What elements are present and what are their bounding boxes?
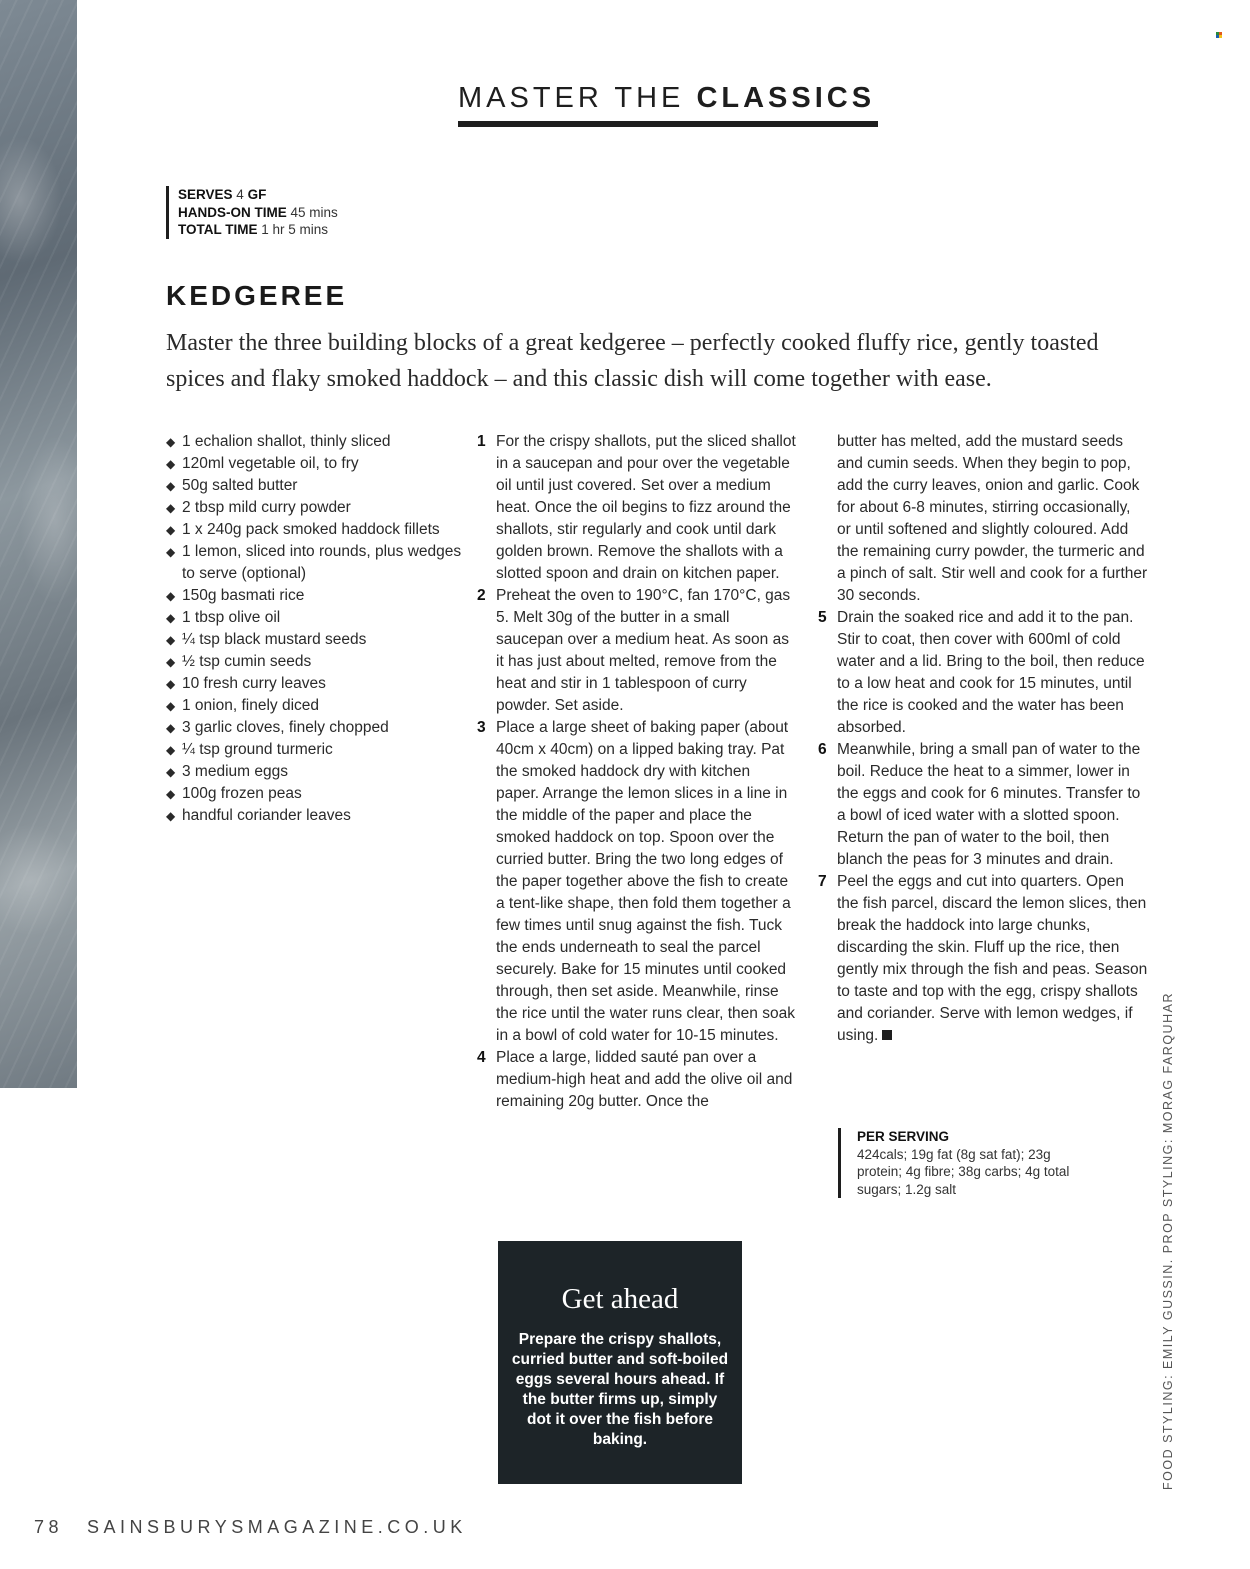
ingredient-item: ◆ 1 onion, finely diced <box>166 695 466 717</box>
ingredient-item: ◆ 50g salted butter <box>166 475 466 497</box>
step-text: For the crispy shallots, put the sliced shallot in a saucepan and pour over the vegetable oil until just covered. Set over a medium heat. Once the oil begins to fizz around the shallots, stir regularly and cook until dark golden brown. Remove the shallots with a slotted spoon and drain on kitchen paper. <box>496 433 796 582</box>
step-text: Place a large, lidded sauté pan over a medium-high heat and add the olive oil and remaining 20g butter. Once the <box>496 1049 793 1110</box>
diamond-bullet-icon: ◆ <box>166 479 176 493</box>
recipe-intro: Master the three building blocks of a great kedgeree – perfectly cooked fluffy rice, gently toasted spices and flaky smoked haddock – and this classic dish will come together with ease. <box>166 330 1099 392</box>
diamond-bullet-icon: ◆ <box>166 633 176 647</box>
photo-credits: FOOD STYLING: EMILY GUSSIN. PROP STYLING: MORAG FARQUHAR <box>1161 992 1175 1490</box>
ingredient-item: ◆ 10 fresh curry leaves <box>166 673 466 695</box>
page-footer <box>34 1517 467 1538</box>
header-bold-text: CLASSICS <box>696 82 876 114</box>
ingredient-list <box>166 431 466 827</box>
end-mark-icon <box>882 1030 892 1040</box>
diamond-bullet-icon: ◆ <box>166 787 176 801</box>
method-step <box>818 871 1148 1047</box>
diamond-bullet-icon: ◆ <box>166 699 176 713</box>
recipe-meta <box>166 186 338 239</box>
method-step <box>477 431 797 585</box>
ingredient-item: ◆ handful coriander leaves <box>166 805 466 827</box>
step-text: Drain the soaked rice and add it to the pan. Stir to coat, then cover with 600ml of cold water and a lid. Bring to the boil, then reduce to a low heat and cook for 15 minutes, until the rice is cooked and the water has been absorbed. <box>837 609 1145 736</box>
ingredient-item: ◆ 150g basmati rice <box>166 585 466 607</box>
method-column-1 <box>477 431 797 1113</box>
diamond-bullet-icon: ◆ <box>166 743 176 757</box>
ingredient-item: ◆ ¼ tsp ground turmeric <box>166 739 466 761</box>
get-ahead-body: Prepare the crispy shallots, curried butter and soft-boiled eggs several hours ahead. If the butter firms up, simply dot it over the fish before baking. <box>511 1331 729 1448</box>
ingredient-item: ◆ 2 tbsp mild curry powder <box>166 497 466 519</box>
ingredient-item: ◆ 1 lemon, sliced into rounds, plus wedges to serve (optional) <box>166 543 462 582</box>
ingredient-item: ◆ 1 x 240g pack smoked haddock fillets <box>166 519 466 541</box>
method-step <box>818 739 1148 871</box>
diamond-bullet-icon: ◆ <box>166 435 176 449</box>
ingredient-item: ◆ 3 garlic cloves, finely chopped <box>166 717 466 739</box>
method-step-continued <box>818 431 1148 607</box>
ingredient-item: ◆ ½ tsp cumin seeds <box>166 651 466 673</box>
diamond-bullet-icon: ◆ <box>166 765 176 779</box>
meta-serves: SERVES 4 GF <box>178 187 267 202</box>
step-number: 1 <box>477 433 486 450</box>
step-number: 4 <box>477 1049 486 1066</box>
method-step <box>818 607 1148 739</box>
diamond-bullet-icon: ◆ <box>166 523 176 537</box>
method-column-2 <box>818 431 1148 1047</box>
diamond-bullet-icon: ◆ <box>166 545 176 559</box>
ingredient-item: ◆ 3 medium eggs <box>166 761 466 783</box>
step-number: 2 <box>477 587 486 604</box>
method-step <box>477 717 797 1047</box>
header-light-text: MASTER THE <box>458 82 697 114</box>
ingredient-item: ◆ 100g frozen peas <box>166 783 466 805</box>
recipe-title: KEDGEREE <box>166 280 348 311</box>
ingredient-item: ◆ 120ml vegetable oil, to fry <box>166 453 466 475</box>
method-step <box>477 585 797 717</box>
step-text: butter has melted, add the mustard seeds and cumin seeds. When they begin to pop, add the curry leaves, onion and garlic. Cook for about 6-8 minutes, stirring occasionally, or until softened and slightly coloured. Add the remaining curry powder, the turmeric and a pinch of salt. Stir well and cook for a further 30 seconds. <box>837 433 1148 604</box>
page-number: 78 <box>34 1517 64 1537</box>
footer-site-link[interactable]: SAINSBURYSMAGAZINE.CO.UK <box>87 1517 467 1537</box>
diamond-bullet-icon: ◆ <box>166 677 176 691</box>
marble-texture-strip <box>0 0 77 1088</box>
meta-hands-on: HANDS-ON TIME 45 mins <box>178 204 338 220</box>
diamond-bullet-icon: ◆ <box>166 809 176 823</box>
get-ahead-panel <box>498 1241 742 1484</box>
diamond-bullet-icon: ◆ <box>166 721 176 735</box>
diamond-bullet-icon: ◆ <box>166 457 176 471</box>
nutrition-heading: PER SERVING <box>857 1129 950 1144</box>
diamond-bullet-icon: ◆ <box>166 611 176 625</box>
step-text: Meanwhile, bring a small pan of water to the boil. Reduce the heat to a simmer, lower in the eggs and cook for 6 minutes. Transfer to a bowl of iced water with a slotted spoon. Return the pan of water to the boil, then blanch the peas for 3 minutes and drain. <box>837 741 1141 868</box>
ingredient-item: ◆ 1 echalion shallot, thinly sliced <box>166 431 466 453</box>
method-step <box>477 1047 797 1113</box>
diamond-bullet-icon: ◆ <box>166 655 176 669</box>
step-number: 6 <box>818 741 827 758</box>
step-number: 5 <box>818 609 827 626</box>
get-ahead-title: Get ahead <box>561 1283 679 1315</box>
header-underline <box>458 121 878 127</box>
diamond-bullet-icon: ◆ <box>166 589 176 603</box>
ingredient-item: ◆ 1 tbsp olive oil <box>166 607 466 629</box>
step-text: Preheat the oven to 190°C, fan 170°C, gas 5. Melt 30g of the butter in a small saucepan over a medium heat. As soon as it has just about melted, remove from the heat and stir in 1 tablespoon of curry powder. Set aside. <box>496 587 791 714</box>
step-number: 7 <box>818 873 827 890</box>
section-header <box>458 82 878 115</box>
nutrition-text: 424cals; 19g fat (8g sat fat); 23g protein; 4g fibre; 38g carbs; 4g total sugars; 1.2g salt <box>857 1146 1070 1197</box>
step-text: Place a large sheet of baking paper (about 40cm x 40cm) on a lipped baking tray. Pat the smoked haddock dry with kitchen paper. Arrange the lemon slices in a line in the middle of the paper and place the smoked haddock on top. Spoon over the curried butter. Bring the two long edges of the paper together above the fish to create a tent-like shape, then fold them together a few times until snug against the fish. Tuck the ends underneath to seal the parcel securely. Bake for 15 minutes until cooked through, then set aside. Meanwhile, rinse the rice until the water runs clear, then soak in a bowl of cold water for 10-15 minutes. <box>496 719 795 1044</box>
step-text: Peel the eggs and cut into quarters. Open the fish parcel, discard the lemon slices, then break the haddock into large chunks, discarding the skin. Fluff up the rice, then gently mix through the fish and peas. Season to taste and top with the egg, crispy shallots and coriander. Serve with lemon wedges, if using. <box>837 873 1148 1044</box>
meta-total: TOTAL TIME 1 hr 5 mins <box>178 222 329 237</box>
brand-mark-icon <box>1216 32 1224 38</box>
ingredient-item: ◆ ¼ tsp black mustard seeds <box>166 629 466 651</box>
step-number: 3 <box>477 719 486 736</box>
diamond-bullet-icon: ◆ <box>166 501 176 515</box>
nutrition-box <box>838 1128 1097 1198</box>
